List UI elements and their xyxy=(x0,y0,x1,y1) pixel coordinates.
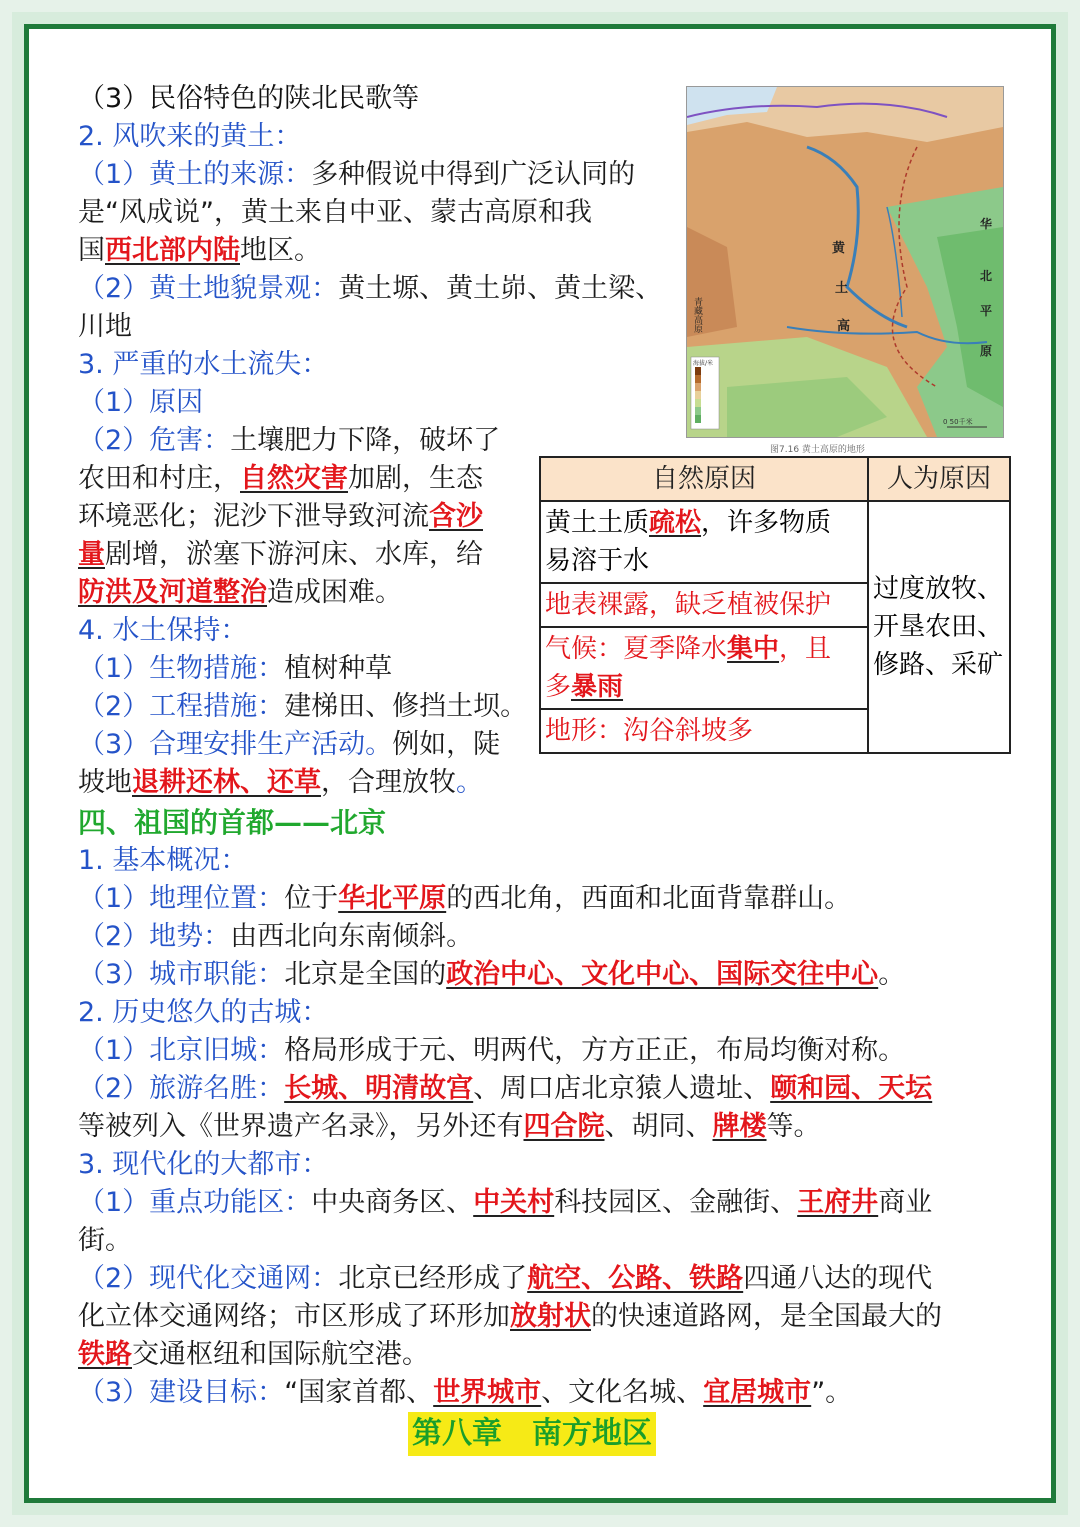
function-zones: （1）重点功能区：中央商务区、中关村科技园区、金融街、王府井商业 xyxy=(78,1187,933,1218)
erosion-harm-3: 环境恶化；泥沙下泄导致河流含沙 xyxy=(78,501,483,532)
measure-eng: （2）工程措施：建梯田、修挡土坝。 xyxy=(78,691,528,722)
loess-origin-cont: 是“风成说”，黄土来自中亚、蒙古高原和我 xyxy=(78,197,592,228)
legend-title: 海拔/米 xyxy=(693,360,714,367)
heading-wind-loess: 2. 风吹来的黄土： xyxy=(78,121,302,152)
erosion-harm: （2）危害：土壤肥力下降，破坏了 xyxy=(78,425,501,456)
map-label-yuan: 原 xyxy=(980,344,993,358)
beijing-terrain: （2）地势：由西北向东南倾斜。 xyxy=(78,921,474,952)
beijing-functions: （3）城市职能：北京是全国的政治中心、文化中心、国际交往中心。 xyxy=(78,959,906,990)
measure-prod: （3）合理安排生产活动。例如，陡 xyxy=(78,729,501,760)
heading-ancient-city: 2. 历史悠久的古城： xyxy=(78,997,329,1028)
header-natural: 自然原因 xyxy=(540,457,868,501)
measure-prod-cont: 坡地退耕还林、还草，合理放牧。 xyxy=(78,767,483,798)
transport: （2）现代化交通网：北京已经形成了航空、公路、铁路四通八达的现代 xyxy=(78,1263,933,1294)
table-row xyxy=(540,501,1010,583)
erosion-cause: （1）原因 xyxy=(78,387,204,418)
loess-landforms: （2）黄土地貌景观：黄土塬、黄土峁、黄土梁、 xyxy=(78,273,663,304)
cause-vegetation: 地表裸露，缺乏植被保护 xyxy=(540,583,868,627)
erosion-harm-4: 量剧增，淤塞下游河床、水库，给 xyxy=(78,539,483,570)
erosion-causes-table xyxy=(539,456,1011,754)
attractions: （2）旅游名胜：长城、明清故宫、周口店北京猿人遗址、颐和园、天坛 xyxy=(78,1073,933,1104)
header-human: 人为原因 xyxy=(868,457,1010,501)
map-caption: 图7.16 黄土高原的地形 xyxy=(770,445,865,455)
heading-soil-erosion: 3. 严重的水土流失： xyxy=(78,349,329,380)
beijing-location: （1）地理位置：位于华北平原的西北角，西面和北面背靠群山。 xyxy=(78,883,852,914)
measure-bio: （1）生物措施：植树种草 xyxy=(78,653,393,684)
construction-goal: （3）建设目标：“国家首都、世界城市、文化名城、宜居城市”。 xyxy=(78,1377,853,1408)
cause-soil: 黄土土质疏松，许多物质 易溶于水 xyxy=(540,501,868,583)
old-city: （1）北京旧城：格局形成于元、明两代，方方正正，布局均衡对称。 xyxy=(78,1035,906,1066)
heading-basics: 1. 基本概况： xyxy=(78,845,248,876)
erosion-harm-2: 农田和村庄，自然灾害加剧，生态 xyxy=(78,463,483,494)
map-label-tu: 土 xyxy=(835,281,849,296)
loess-landforms-cont: 川地 xyxy=(78,311,132,342)
heading-conservation: 4. 水土保持： xyxy=(78,615,248,646)
map-label-gao: 高 xyxy=(837,319,851,334)
map-scale: 0 50千米 xyxy=(943,418,973,426)
erosion-harm-5: 防洪及河道整治造成困难。 xyxy=(78,577,402,608)
function-zones-cont: 街。 xyxy=(78,1225,132,1256)
transport-cont: 化立体交通网络；市区形成了环形加放射状的快速道路网，是全国最大的 xyxy=(78,1301,942,1332)
map-label-bei: 北 xyxy=(980,269,993,283)
chapter-title: 第八章 南方地区 xyxy=(408,1412,656,1456)
cause-human: 过度放牧、 开垦农田、 修路、采矿 xyxy=(868,501,1010,753)
loess-origin-cont2: 国西北部内陆地区。 xyxy=(78,235,321,266)
map-label-qinghai-tibet: 青藏高原 xyxy=(692,297,702,333)
section-title-beijing: 四、祖国的首都——北京 xyxy=(78,806,387,839)
map-label-ping: 平 xyxy=(980,304,993,318)
transport-cont2: 铁路交通枢纽和国际航空港。 xyxy=(78,1339,429,1370)
item-folk-songs: （3）民俗特色的陕北民歌等 xyxy=(78,83,420,114)
map-label-huabei: 华 xyxy=(980,217,993,231)
map-label-huang: 黄 xyxy=(832,241,846,256)
table-header-row xyxy=(540,457,1010,501)
loess-origin: （1）黄土的来源：多种假说中得到广泛认同的 xyxy=(78,159,636,190)
heading-metropolis: 3. 现代化的大都市： xyxy=(78,1149,329,1180)
terrain-map-graphic xyxy=(687,87,1003,437)
attractions-cont: 等被列入《世界遗产名录》，另外还有四合院、胡同、牌楼等。 xyxy=(78,1111,821,1142)
cause-climate: 气候：夏季降水集中，且 多暴雨 xyxy=(540,627,868,709)
cause-terrain: 地形：沟谷斜坡多 xyxy=(540,709,868,753)
loess-plateau-map xyxy=(686,86,1004,438)
